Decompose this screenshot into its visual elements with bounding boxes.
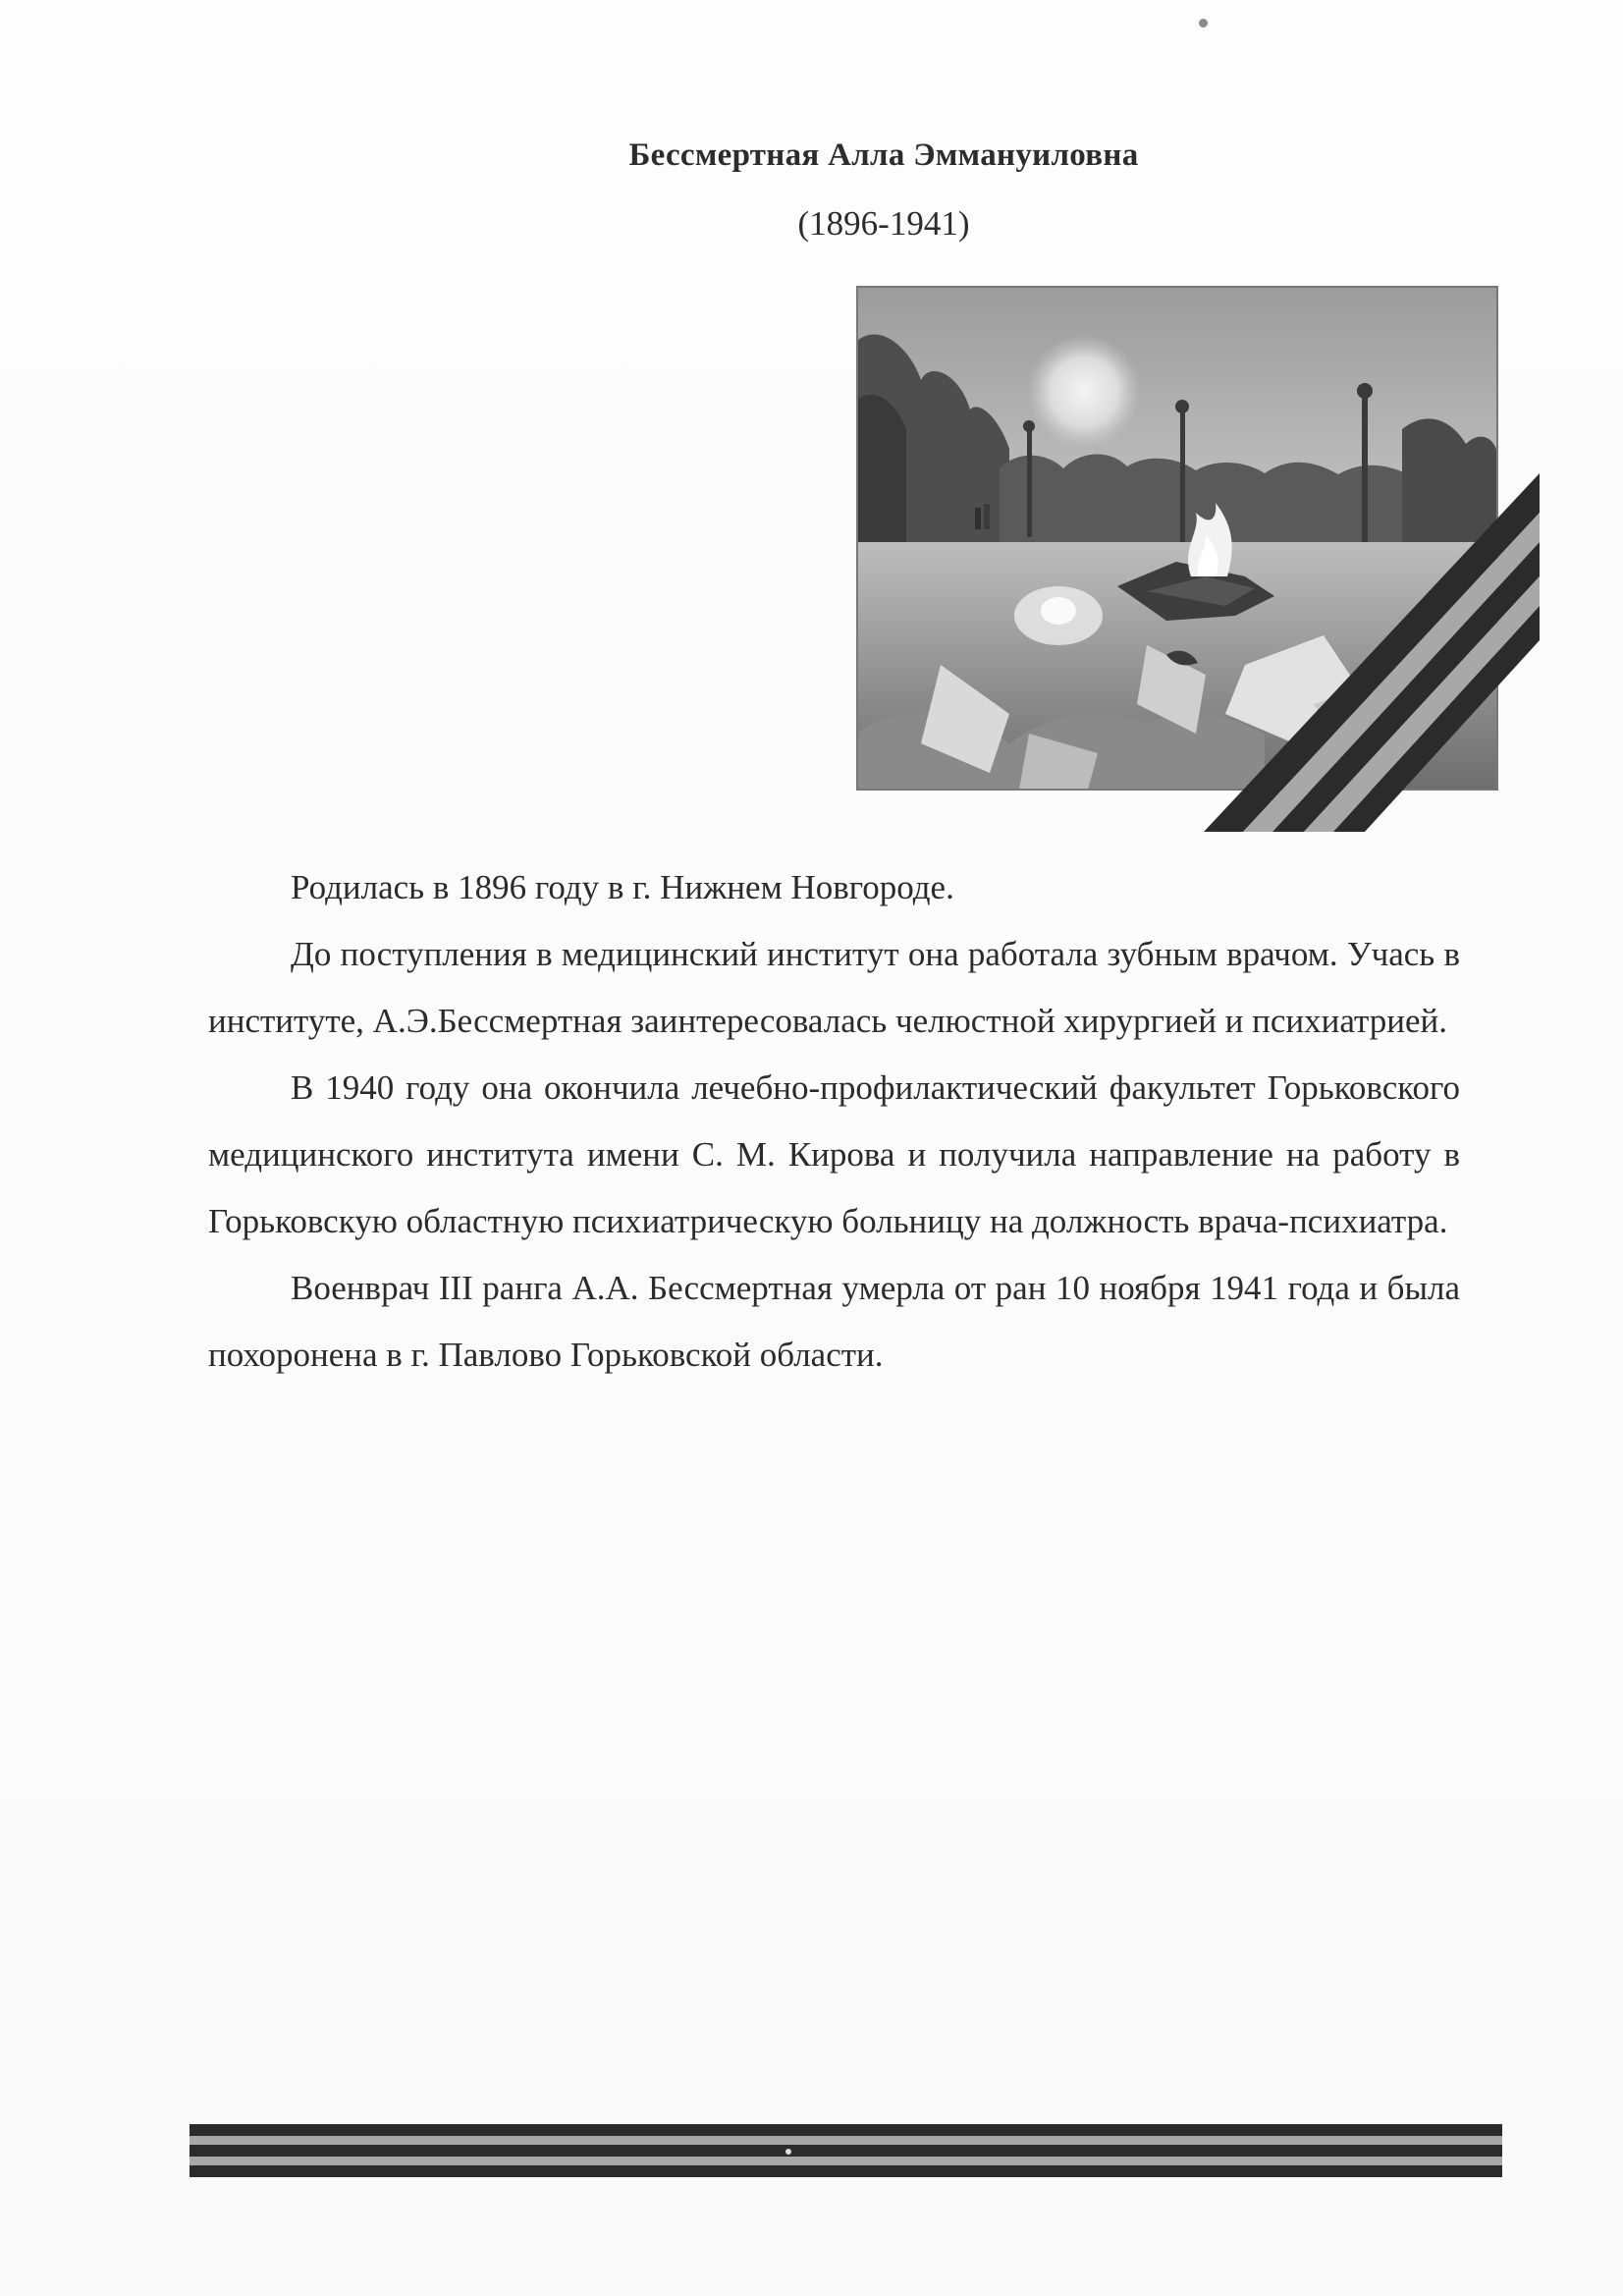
memorial-photo	[852, 282, 1540, 832]
paragraph-graduation: В 1940 году она окончила лечебно-профилактический факультет Горьковского медицинского института имени С. М. Кирова и получила направление на работу в Горьковскую областную психиатрическую больницу на должность врача-психиатра.	[208, 1068, 1460, 1240]
life-dates: (1896-1941)	[797, 204, 970, 243]
paragraph-education: До поступления в медицинский институт она работала зубным врачом. Учась в институте, А.Э.Бессмертная заинтересовалась челюстной хирургией и психиатрией.	[208, 935, 1460, 1040]
paper-speck	[1199, 19, 1208, 27]
st-george-ribbon	[189, 2124, 1502, 2185]
paragraph-birth: Родилась в 1896 году в г. Нижнем Новгороде.	[291, 868, 954, 906]
biography-text	[208, 854, 1460, 1389]
paragraph-death: Военврач III ранга А.А. Бессмертная умерла от ран 10 ноября 1941 года и была похоронена в г. Павлово Горьковской области.	[208, 1269, 1460, 1374]
document-title: Бессмертная Алла Эммануиловна	[628, 137, 1139, 173]
